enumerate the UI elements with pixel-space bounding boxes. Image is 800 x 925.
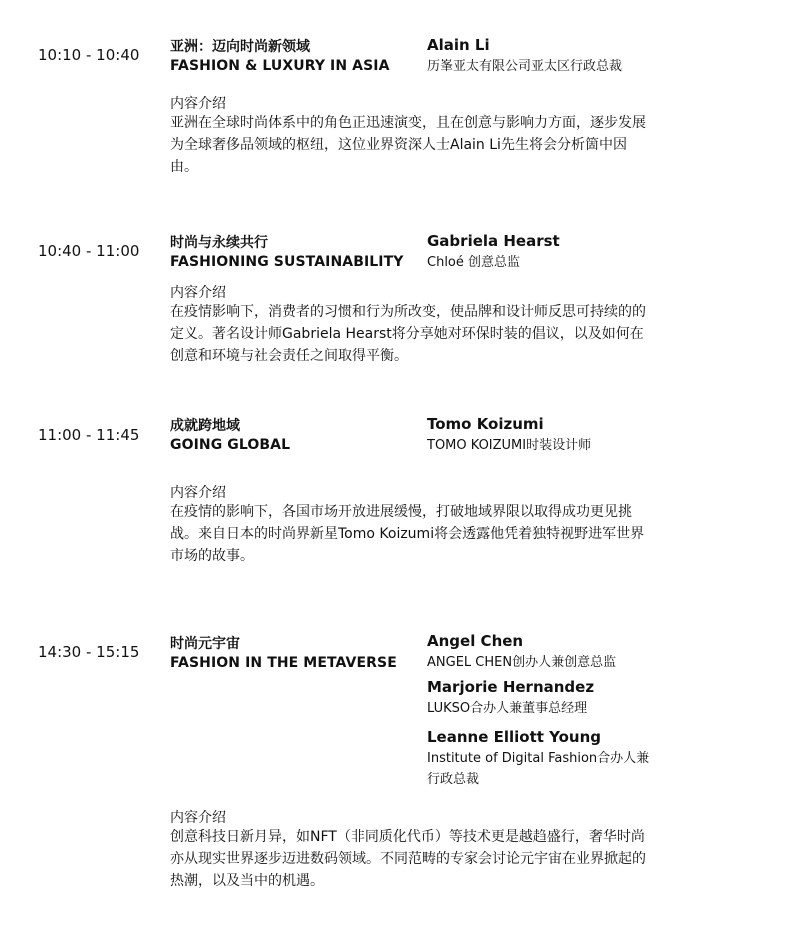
speaker-role: Chloé 创意总监: [427, 255, 521, 270]
session-title-zh: 时尚元宇宙: [170, 636, 240, 652]
intro-text: 创意科技日新月异，如NFT（非同质化代币）等技术更是越趋盛行，奢华时尚亦从现实世界逐步迈进数码领域。不同范畴的专家会讨论元宇宙在业界掀起的热潮，以及当中的机遇。: [170, 829, 646, 889]
speaker-name: Tomo Koizumi: [427, 415, 544, 433]
session-title-zh: 成就跨地域: [170, 418, 240, 434]
speaker-name: Gabriela Hearst: [427, 232, 560, 250]
session-title-en: GOING GLOBAL: [170, 437, 291, 453]
session-time: 11:00 - 11:45: [38, 426, 140, 444]
speaker-role: TOMO KOIZUMI时装设计师: [427, 438, 592, 453]
session-title-zh: 亚洲：迈向时尚新领域: [170, 39, 310, 55]
speaker-role: ANGEL CHEN创办人兼创意总监: [427, 655, 617, 670]
speaker-name: Leanne Elliott Young: [427, 728, 602, 746]
session-time: 10:40 - 11:00: [38, 242, 140, 260]
session-time: 10:10 - 10:40: [38, 46, 140, 64]
intro-label: 内容介绍: [170, 810, 226, 826]
intro-text: 亚洲在全球时尚体系中的角色正迅速演变，且在创意与影响力方面，逐步发展为全球奢侈品领域的枢纽，这位业界资深人士Alain Li先生将会分析箇中因由。: [170, 115, 646, 175]
intro-label: 内容介绍: [170, 285, 226, 301]
intro-text: 在疫情影响下，消费者的习惯和行为所改变，使品牌和设计师反思可持续的的定义。著名设计师Gabriela Hearst将分享她对环保时装的倡议，以及如何在创意和环境与社会责任之间取得平衡。: [170, 304, 646, 364]
speaker-name: Marjorie Hernandez: [427, 678, 595, 696]
speaker-name: Alain Li: [427, 36, 490, 54]
intro-label: 内容介绍: [170, 96, 226, 112]
intro-label: 内容介绍: [170, 485, 226, 501]
session-title-en: FASHIONING SUSTAINABILITY: [170, 254, 404, 270]
intro-text: 在疫情的影响下，各国市场开放进展缓慢，打破地域界限以取得成功更见挑战。来自日本的时尚界新星Tomo Koizumi将会透露他凭着独特视野进军世界市场的故事。: [170, 504, 645, 564]
session-title-en: FASHION IN THE METAVERSE: [170, 655, 397, 671]
speaker-name: Angel Chen: [427, 632, 524, 650]
session-time: 14:30 - 15:15: [38, 643, 140, 661]
speaker-role: 历峯亚太有限公司亚太区行政总裁: [427, 59, 623, 74]
speaker-role: Institute of Digital Fashion合办人兼行政总裁: [427, 751, 650, 787]
session-title-zh: 时尚与永续共行: [170, 235, 268, 251]
speaker-role: LUKSO合办人兼董事总经理: [427, 701, 588, 716]
session-title-en: FASHION & LUXURY IN ASIA: [170, 58, 390, 74]
